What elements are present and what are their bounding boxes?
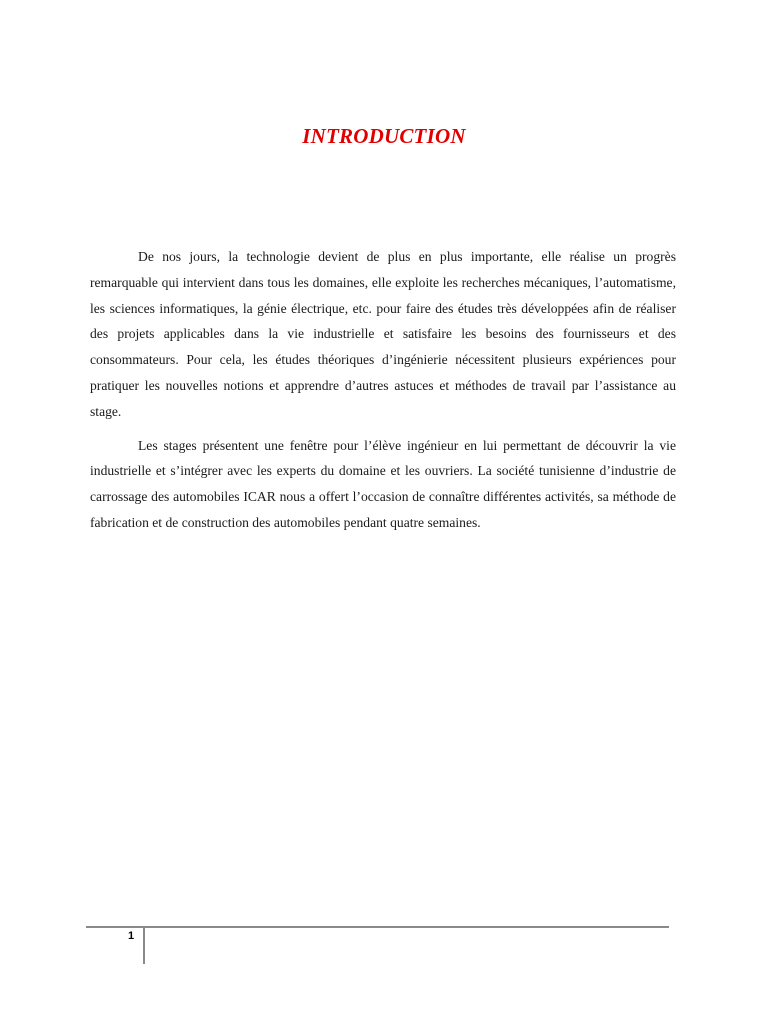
page-number: 1	[128, 930, 135, 942]
paragraph-1: De nos jours, la technologie devient de plus en plus importante, elle réalise un progrès remarquable qui intervient dans tous les domaines, elle exploite les recherches mécaniques, l’automatisme, les sciences informatiques, la génie électrique, etc. pour faire des études très développées afin de réaliser des projets applicables dans la vie industrielle et satisfaire les besoins des fournisseurs et des consommateurs. Pour cela, les études théoriques d’ingénierie nécessitent plusieurs expériences pour pratiquer les nouvelles notions et apprendre d’autres astuces et méthodes de travail par l’assistance au stage.	[90, 249, 676, 419]
page-title: INTRODUCTION	[302, 124, 466, 148]
footer-divider-horizontal	[86, 926, 669, 928]
body-text	[90, 244, 676, 544]
footer-divider-vertical	[143, 926, 145, 964]
paragraph-2: Les stages présentent une fenêtre pour l’élève ingénieur en lui permettant de découvrir la vie industrielle et s’intégrer avec les experts du domaine et les ouvriers. La société tunisienne d’industrie de carrossage des automobiles ICAR nous a offert l’occasion de connaître différentes activités, sa méthode de fabrication et de construction des automobiles pendant quatre semaines.	[90, 437, 676, 530]
